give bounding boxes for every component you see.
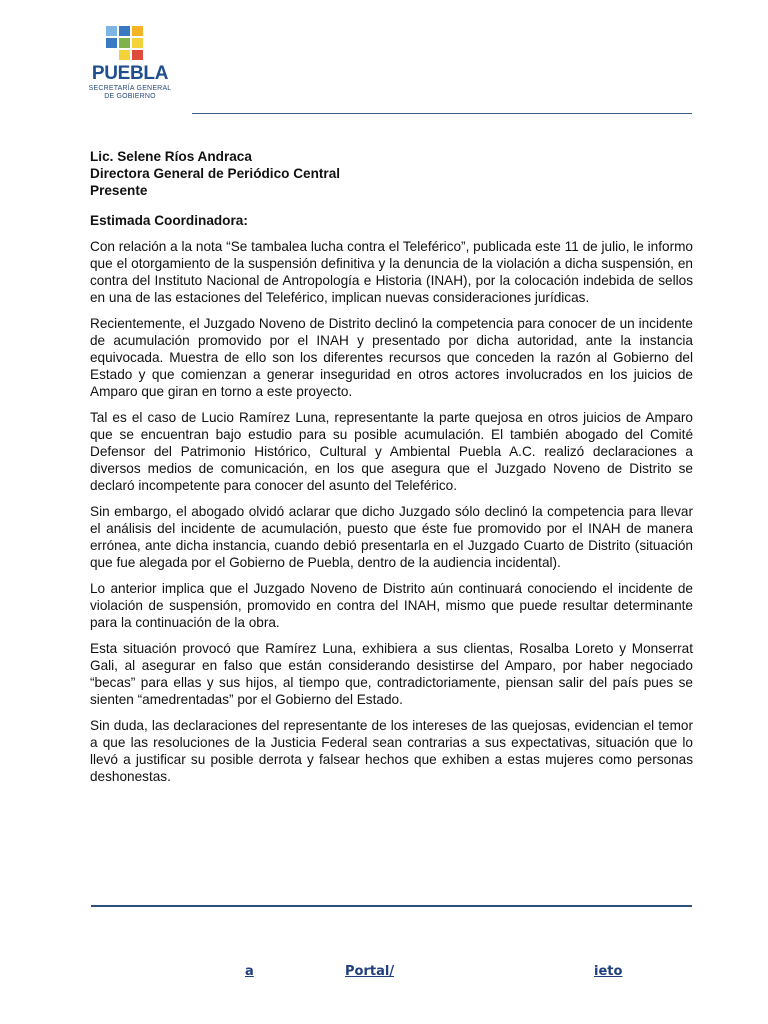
recipient-name: Lic. Selene Ríos Andraca	[90, 149, 252, 164]
recipient-salutation: Presente	[90, 183, 148, 198]
logo-name: PUEBLA	[91, 63, 169, 84]
paragraph-2: Recientemente, el Juzgado Noveno de Distrito declinó la competencia para conocer de un incidente de acumulación promovido por el INAH y presentado por dicha autoridad, ante la instancia equivocada. Muestra de ello son los diferentes recursos que conceden la razón al Gobierno del Estado y que comienzan a generar inseguridad en otros actores involucrados en los juicios de Amparo que giran en torno a este proyecto.	[90, 316, 693, 399]
footer-link-1[interactable]: a	[245, 964, 254, 979]
footer-divider	[91, 905, 692, 907]
logo-subtitle-line1: SECRETARÍA GENERAL	[88, 85, 172, 92]
recipient-position: Directora General de Periódico Central	[90, 166, 341, 181]
letter-body	[90, 148, 693, 794]
header-divider	[192, 113, 692, 114]
paragraph-5: Lo anterior implica que el Juzgado Noveno de Distrito aún continuará conociendo el incidente de violación de suspensión, promovido en contra del INAH, mismo que puede resultar determinante para la continuación de la obra.	[90, 581, 693, 630]
paragraph-7: Sin duda, las declaraciones del representante de los intereses de las quejosas, evidencian el temor a que las resoluciones de la Justicia Federal sean contrarias a sus expectativas, situación que lo llevó a justificar su posible derrota y falsear hechos que exhiben a estas mujeres como personas deshonestas.	[90, 718, 693, 784]
greeting: Estimada Coordinadora:	[90, 213, 248, 228]
recipient-block	[90, 148, 693, 199]
footer-links	[0, 964, 768, 984]
logo-subtitle-line2: DE GOBIERNO	[104, 93, 156, 100]
paragraph-3: Tal es el caso de Lucio Ramírez Luna, representante la parte quejosa en otros juicios de Amparo que se encuentran bajo estudio para su posible acumulación. El también abogado del Comité Defensor del Patrimonio Histórico, Cultural y Ambiental Puebla A.C. realizó declaraciones a diversos medios de comunicación, en los que asegura que el Juzgado Noveno de Distrito se declaró incompetente para conocer del asunto del Teleférico.	[90, 410, 693, 493]
paragraph-6: Esta situación provocó que Ramírez Luna, exhibiera a sus clientas, Rosalba Loreto y Monserrat Gali, al asegurar en falso que están considerando desistirse del Amparo, por haber negociado “becas” para ellas y sus hijos, al tiempo que, contradictoriamente, piensan salir del país pues se sienten “amedrentadas” por el Gobierno del Estado.	[90, 641, 693, 707]
puebla-emblem-icon	[106, 26, 144, 62]
footer-link-portal[interactable]: Portal/	[345, 964, 395, 979]
footer-link-3[interactable]: ieto	[594, 964, 623, 979]
paragraph-4: Sin embargo, el abogado olvidó aclarar que dicho Juzgado sólo declinó la competencia para llevar el análisis del incidente de acumulación, puesto que éste fue promovido por el INAH de manera errónea, ante dicha instancia, cuando debió presentarla en el Juzgado Cuarto de Distrito (situación que fue alegada por el Gobierno de Puebla, dentro de la audiencia incidental).	[90, 504, 693, 570]
logo-subtitle	[82, 85, 178, 101]
paragraph-1: Con relación a la nota “Se tambalea lucha contra el Teleférico”, publicada este 11 de julio, le informo que el otorgamiento de la suspensión definitiva y la denuncia de la violación a dicha suspensión, en contra del Instituto Nacional de Antropología e Historia (INAH), por la colocación indebida de sellos en una de las estaciones del Teleférico, implican nuevas consideraciones jurídicas.	[90, 239, 693, 305]
puebla-logo	[82, 26, 178, 102]
